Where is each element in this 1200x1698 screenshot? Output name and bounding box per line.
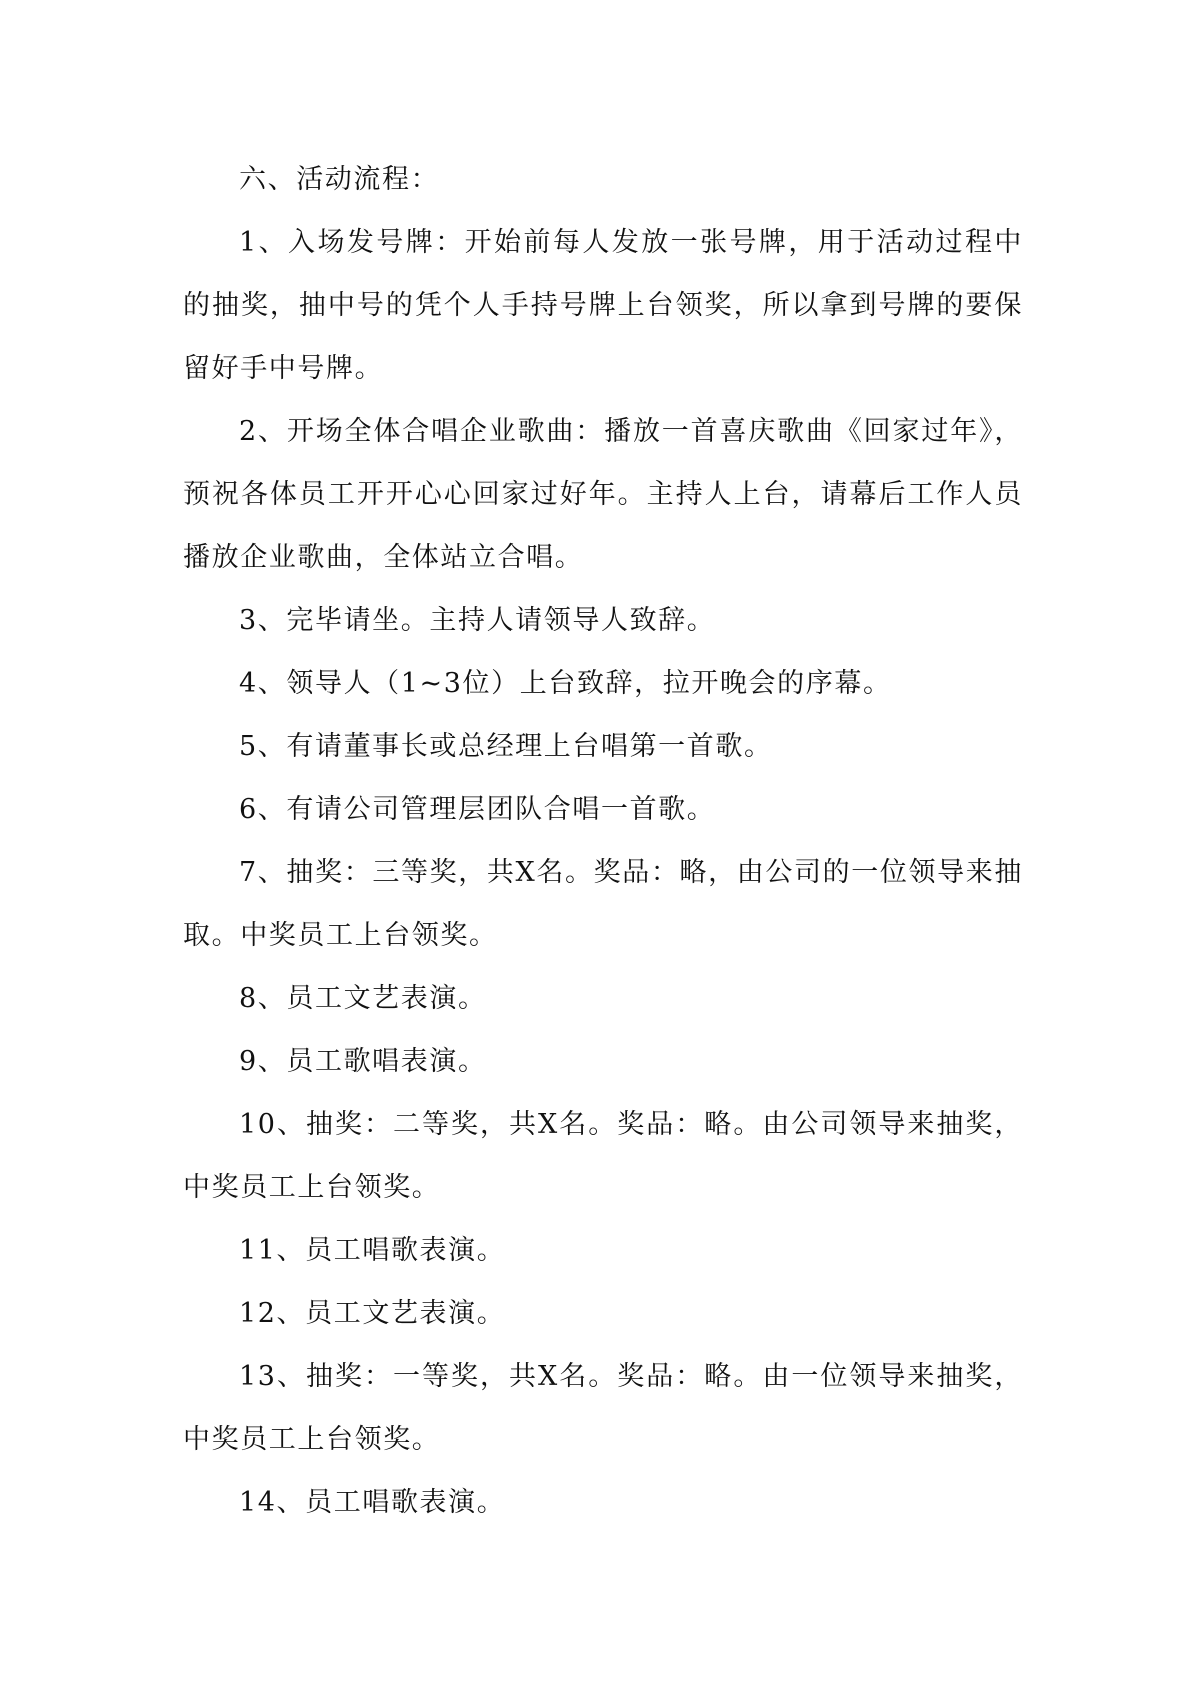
section-heading: 六、活动流程：	[239, 164, 440, 195]
paragraph-3: 3、完毕请坐。主持人请领导人致辞。	[239, 605, 716, 636]
paragraph-11: 11、员工唱歌表演。	[239, 1235, 506, 1266]
paragraph-1: 1、入场发号牌：开始前每人发放一张号牌，用于活动过程中的抽奖，抽中号的凭个人手持号牌上台领奖，所以拿到号牌的要保留好手中号牌。	[183, 227, 1023, 384]
paragraph-5: 5、有请董事长或总经理上台唱第一首歌。	[239, 731, 773, 762]
paragraph-7: 7、抽奖：三等奖，共X名。奖品：略，由公司的一位领导来抽取。中奖员工上台领奖。	[183, 857, 1023, 951]
paragraph-13: 13、抽奖：一等奖，共X名。奖品：略。由一位领导来抽奖，中奖员工上台领奖。	[183, 1361, 1023, 1455]
paragraph-8: 8、员工文艺表演。	[239, 983, 487, 1014]
paragraph-9: 9、员工歌唱表演。	[239, 1046, 487, 1077]
document-body	[183, 148, 1023, 1534]
paragraph-12: 12、员工文艺表演。	[239, 1298, 506, 1329]
paragraph-14: 14、员工唱歌表演。	[239, 1487, 506, 1518]
paragraph-4: 4、领导人（1~3位）上台致辞，拉开晚会的序幕。	[239, 668, 892, 699]
paragraph-6: 6、有请公司管理层团队合唱一首歌。	[239, 794, 716, 825]
paragraph-10: 10、抽奖：二等奖，共X名。奖品：略。由公司领导来抽奖，中奖员工上台领奖。	[183, 1109, 1023, 1203]
paragraph-2: 2、开场全体合唱企业歌曲：播放一首喜庆歌曲《回家过年》，预祝各体员工开开心心回家过好年。主持人上台，请幕后工作人员播放企业歌曲，全体站立合唱。	[183, 416, 1023, 573]
